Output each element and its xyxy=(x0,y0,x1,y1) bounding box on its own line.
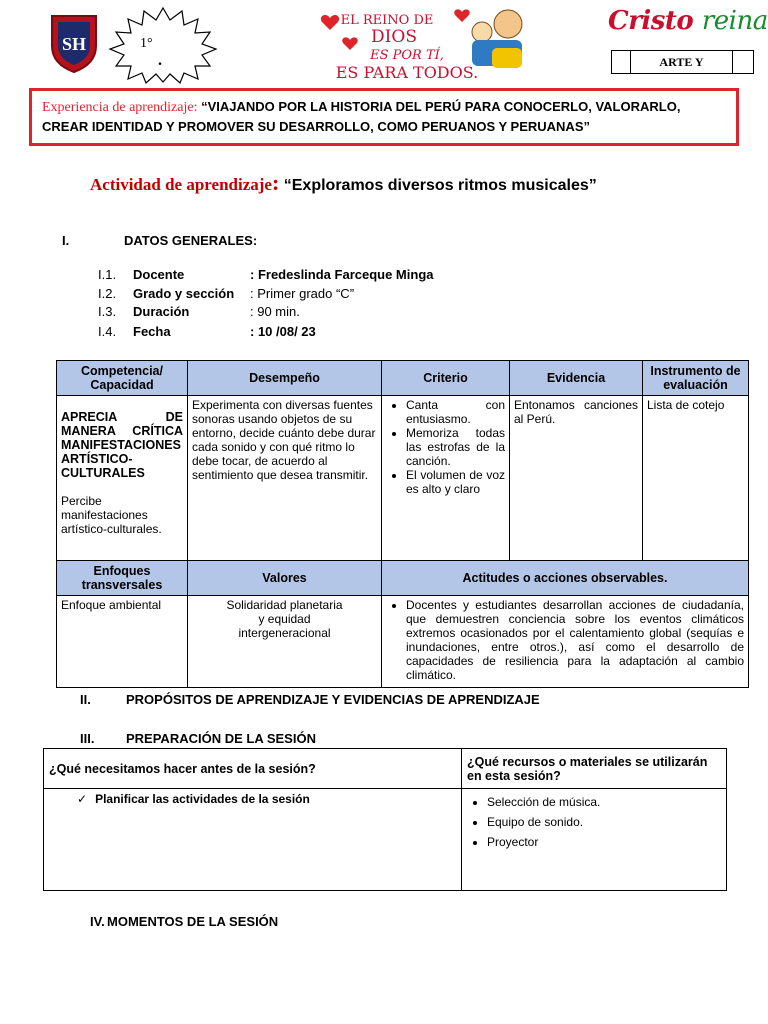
datos-value: : 90 min. xyxy=(250,304,300,319)
datos-num: I.3. xyxy=(98,304,117,319)
recursos-cell xyxy=(462,789,727,891)
section3-title: PREPARACIÓN DE LA SESIÓN xyxy=(126,731,316,746)
recurso-item: • Proyector xyxy=(487,832,721,852)
antes-item: Planificar las actividades de la sesión xyxy=(95,792,310,806)
header-antes-sesion: ¿Qué necesitamos hacer antes de la sesión? xyxy=(44,749,462,789)
logo-line3: ES POR TÍ, xyxy=(370,48,444,63)
competencia-cell xyxy=(57,396,188,561)
logo-line2: DIOS xyxy=(371,27,417,47)
datos-label: Fecha xyxy=(133,324,171,339)
actividad-colon: : xyxy=(271,170,280,195)
section1-num: I. xyxy=(62,233,70,248)
enfoque-text: Enfoque ambiental xyxy=(61,598,162,612)
header-enfoques: Enfoques transversales xyxy=(57,561,188,596)
datos-num: I.2. xyxy=(98,286,117,301)
grade-number: 1° xyxy=(140,36,153,51)
experiencia-text: “VIAJANDO POR LA HISTORIA DEL PERÚ PARA CONOCERLO, VALORARLO, CREAR IDENTIDAD Y PROMOVER SU DESARROLLO, COMO PERUANOS Y PERUANAS” xyxy=(42,99,681,134)
logo-line4: ES PARA TODOS. xyxy=(335,63,479,82)
competencias-table xyxy=(56,360,749,688)
reino-de-dios-logo xyxy=(312,4,544,84)
preparacion-table xyxy=(43,748,727,891)
section4-title: MOMENTOS DE LA SESIÓN xyxy=(107,914,279,929)
header-competencia: Competencia/ Capacidad xyxy=(57,361,188,396)
datos-num: I.1. xyxy=(98,267,117,282)
section2-num: II. xyxy=(80,692,91,707)
area-box xyxy=(611,50,754,74)
criterio-cell xyxy=(382,396,510,561)
section4-num: IV. xyxy=(90,914,105,929)
header-instrumento: Instrumento de evaluación xyxy=(643,361,749,396)
datos-label: Duración xyxy=(133,304,190,319)
datos-label: Grado y sección xyxy=(133,286,235,301)
actitudes-cell xyxy=(382,596,749,688)
enfoque-cell xyxy=(57,596,188,688)
criterio-item: • El volumen de voz es alto y claro xyxy=(406,468,505,496)
capacidad-text: Percibe manifestaciones artístico-culturales. xyxy=(61,494,162,536)
evidencia-cell xyxy=(510,396,643,561)
antes-cell xyxy=(44,789,462,891)
checkmark-icon: ✓ xyxy=(77,792,88,806)
header-criterio: Criterio xyxy=(382,361,510,396)
header-evidencia: Evidencia xyxy=(510,361,643,396)
logo-line1: EL REINO DE xyxy=(340,13,434,28)
section1-title: DATOS GENERALES: xyxy=(124,233,258,248)
header-recursos: ¿Qué recursos o materiales se utilizarán en esta sesión? xyxy=(462,749,727,789)
datos-value: : 10 /08/ 23 xyxy=(250,324,316,339)
header-actitudes: Actitudes o acciones observables. xyxy=(382,561,749,596)
section3-num: III. xyxy=(80,731,95,746)
datos-num: I.4. xyxy=(98,324,117,339)
shield-text: SH xyxy=(61,34,87,54)
recurso-item: • Selección de música. xyxy=(487,792,721,812)
brand-part1: Cristo xyxy=(608,6,694,36)
experiencia-box xyxy=(29,88,739,146)
evidencia-text: Entonamos canciones al Perú. xyxy=(514,398,638,426)
instrumento-text: Lista de cotejo xyxy=(647,398,725,412)
school-shield-logo xyxy=(50,12,98,74)
criterio-item: • Memoriza todas las estrofas de la canción. xyxy=(406,426,505,468)
actividad-label: Actividad de aprendizaje xyxy=(90,175,272,194)
competencia-text: APRECIA DE MANERA CRÍTICA MANIFESTACIONES ARTÍSTICO-CULTURALES xyxy=(61,410,183,480)
header-valores: Valores xyxy=(188,561,382,596)
header-desempeno: Desempeño xyxy=(188,361,382,396)
grade-dot: . xyxy=(158,52,162,69)
instrumento-cell xyxy=(643,396,749,561)
recurso-item: • Equipo de sonido. xyxy=(487,812,721,832)
desempeno-cell xyxy=(188,396,382,561)
experiencia-label: Experiencia de aprendizaje: xyxy=(42,100,198,115)
area-label: ARTE Y xyxy=(631,51,733,73)
valores-text: Solidaridad planetaria y equidad intergeneracional xyxy=(226,598,343,640)
datos-label: Docente xyxy=(133,267,185,282)
grade-badge-text xyxy=(108,6,218,84)
desempeno-text: Experimenta con diversas fuentes sonoras usando objetos de su entorno, decide cuánto debe durar cada sonido y con qué ritmo lo debe tocar, de acuerdo al sentimiento que desea transmitir. xyxy=(192,398,376,482)
actitudes-text: • Docentes y estudiantes desarrollan acciones de ciudadanía, que demuestren conciencia sobre los eventos climáticos extremos ocasionados por el calentamiento global (sequías e inundaciones, entre otros.), así como el desarrollo de capacidades de resiliencia para la adaptación al cambio climático. xyxy=(406,598,744,682)
brand-part2: reina xyxy=(701,6,768,36)
datos-value: : Primer grado “C” xyxy=(250,286,355,301)
criterio-item: • Canta con entusiasmo. xyxy=(406,398,505,426)
actividad-title: “Exploramos diversos ritmos musicales” xyxy=(283,177,597,194)
cristo-reina-brand xyxy=(608,6,768,36)
valores-cell xyxy=(188,596,382,688)
datos-value: : Fredeslinda Farceque Minga xyxy=(250,267,434,282)
section2-title: PROPÓSITOS DE APRENDIZAJE Y EVIDENCIAS DE APRENDIZAJE xyxy=(126,692,540,707)
actividad-heading xyxy=(90,170,597,196)
